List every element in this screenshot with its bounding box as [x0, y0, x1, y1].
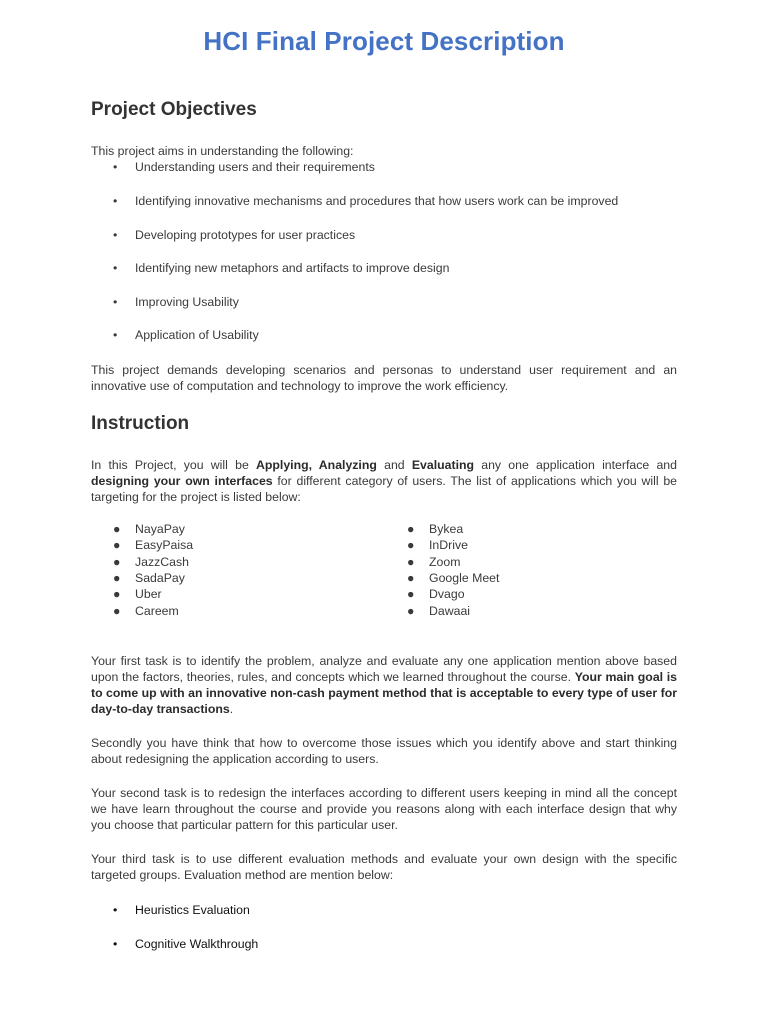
instruction-paragraph-5: Your third task is to use different evaluation methods and evaluate your own design with the specific targeted groups. Evaluation method are mention below: [91, 852, 677, 882]
bullet-icon: ● [113, 522, 121, 536]
bullet-icon: ● [407, 587, 415, 601]
bullet-icon: • [113, 328, 118, 342]
instruction-paragraph-2: Your first task is to identify the problem, analyze and evaluate any one application mention above based upon the factors, theories, rules, and concepts which we learned throughout the course. Your main goal is to come up with an innovative non-cash payment method that is acceptable to every type of user for day-to-day transactions. [91, 654, 677, 716]
bullet-icon: ● [407, 604, 415, 618]
bullet-icon: ● [407, 538, 415, 552]
bullet-icon: • [113, 228, 118, 242]
bullet-icon: • [113, 295, 118, 309]
bullet-icon: ● [407, 522, 415, 536]
instruction-paragraph-3: Secondly you have think that how to overcome those issues which you identify above and start thinking about redesigning the application according to users. [91, 736, 677, 766]
bullet-icon: ● [113, 587, 121, 601]
bullet-icon: ● [113, 555, 121, 569]
bullet-icon: • [113, 903, 118, 917]
document-page: HCI Final Project Description Project Objectives This project aims in understanding the following: • Understanding users and their requirements • Identifying innovative mechanisms and procedures that how users work can be improved • Developing prototypes for user practices • Identifying new metaphors and artifacts to improve design • Improving Usability • Application of Usability This project demands developing scenarios and personas to understand user requirement and an innovative use of computation and technology to improve the work efficiency. Instruction In this Project, you will be Applying, Analyzing and Evaluating any one application interface and designing your own interfaces for different category of users. The list of applications which you will be targeting for the project is listed below: ● NayaPay ● EasyPaisa ● JazzCash ● SadaPay ● Uber ● Careem ● Bykea ● InDrive ● Zoom ● Google Meet ● Dvago ● Dawaai Your first task is to identify the problem, analyze and evaluate any one application mention above based upon the factors, theories, rules, and concepts which we learned throughout the course. Your main goal is to come up with an innovative non-cash payment method that is acceptable to every type of user for day-to-day transactions. Secondly you have think that how to overcome those issues which you identify above and start thinking about redesigning the application according to users. Your second task is to redesign the interfaces according to different users keeping in mind all the concept we have learn throughout the course and provide you reasons along with each interface design that why you choose that particular pattern for this particular user. Your third task is to use different evaluation methods and evaluate your own design with the specific targeted groups. Evaluation method are mention below: • Heuristics Evaluation • Cognitive Walkthrough [0, 0, 768, 1024]
instruction-paragraph-4: Your second task is to redesign the interfaces according to different users keeping in mind all the concept we have learn throughout the course and provide you reasons along with each interface design that why you choose that particular pattern for this particular user. [91, 786, 677, 832]
bullet-icon: • [113, 194, 118, 208]
instruction-heading: Instruction [91, 413, 190, 434]
bullet-icon: • [113, 937, 118, 951]
bullet-icon: ● [113, 571, 121, 585]
document-title: HCI Final Project Description [203, 26, 565, 56]
bullet-icon: ● [407, 571, 415, 585]
bullet-icon: ● [407, 555, 415, 569]
objectives-intro: This project aims in understanding the following: [91, 144, 354, 158]
bullet-icon: ● [113, 538, 121, 552]
bullet-icon: • [113, 160, 118, 174]
instruction-paragraph-1: In this Project, you will be Applying, Analyzing and Evaluating any one application interface and designing your own interfaces for different category of users. The list of applications which you will be targeting for the project is listed below: [91, 458, 677, 504]
bullet-icon: • [113, 261, 118, 275]
bullet-icon: ● [113, 604, 121, 618]
objectives-closing: This project demands developing scenarios and personas to understand user requirement and an innovative use of computation and technology to improve the work efficiency. [91, 363, 677, 393]
objectives-heading: Project Objectives [91, 99, 257, 120]
